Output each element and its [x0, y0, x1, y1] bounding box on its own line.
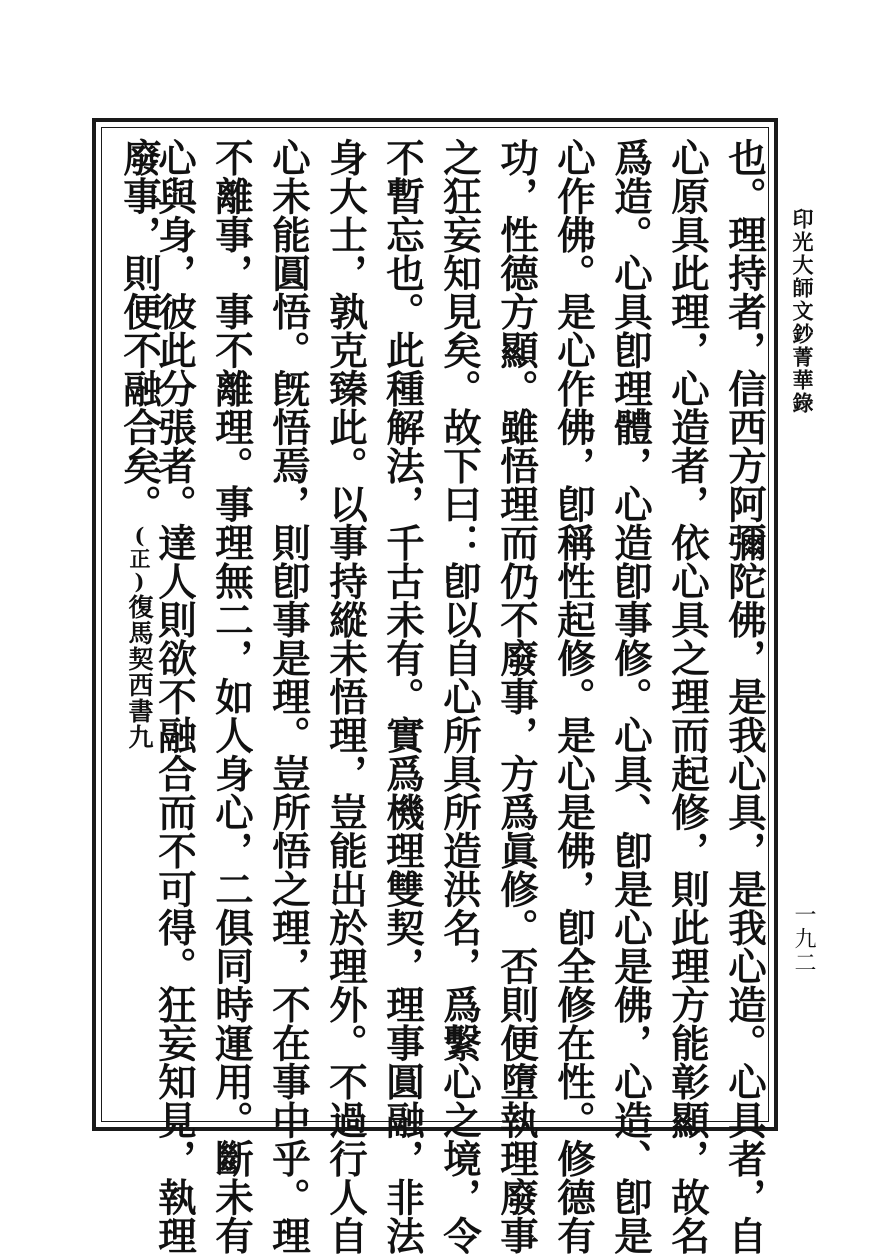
text-column-2: 心原具此理，心造者，依心具之理而起修，則此理方能彰顯，故名 — [665, 138, 710, 1255]
page-number: 一九二 — [791, 903, 816, 975]
text-column-11: 心與身，彼此分張者。達人則欲不融合而不可得。狂妄知見，執理 — [152, 138, 197, 1255]
text-column-12 — [112, 138, 162, 750]
text-column-8: 身大士，孰克臻此。以事持縱未悟理，豈能出於理外。不過行人自 — [323, 138, 368, 1255]
text-column-7: 不暫忘也。此種解法，千古未有。實爲機理雙契，理事圓融，非法 — [380, 138, 425, 1255]
source-tag: (正) — [127, 523, 152, 594]
running-head: 印光大師文鈔菁華錄 — [790, 208, 815, 415]
text-column-1: 也。理持者，信西方阿彌陀佛，是我心具，是我心造。心具者，自 — [722, 138, 767, 1255]
text-column-9: 心未能圓悟。旣悟焉，則卽事是理。豈所悟之理，不在事中乎。理 — [266, 138, 311, 1255]
last-column-text: 廢事，則便不融合矣。 — [117, 138, 162, 523]
text-column-3: 爲造。心具卽理體，心造卽事修。心具、卽是心是佛，心造、卽是 — [608, 138, 653, 1255]
text-column-5: 功，性德方顯。雖悟理而仍不廢事，方爲眞修。否則便墮執理廢事 — [494, 138, 539, 1255]
source-title: 復馬契西書九 — [125, 594, 154, 750]
text-column-4: 心作佛。是心作佛，卽稱性起修。是心是佛，卽全修在性。修德有 — [551, 138, 596, 1255]
text-column-10: 不離事，事不離理。事理無二，如人身心，二俱同時運用。斷未有 — [209, 138, 254, 1255]
text-column-6: 之狂妄知見矣。故下曰：卽以自心所具所造洪名，爲繫心之境，令 — [437, 138, 482, 1255]
